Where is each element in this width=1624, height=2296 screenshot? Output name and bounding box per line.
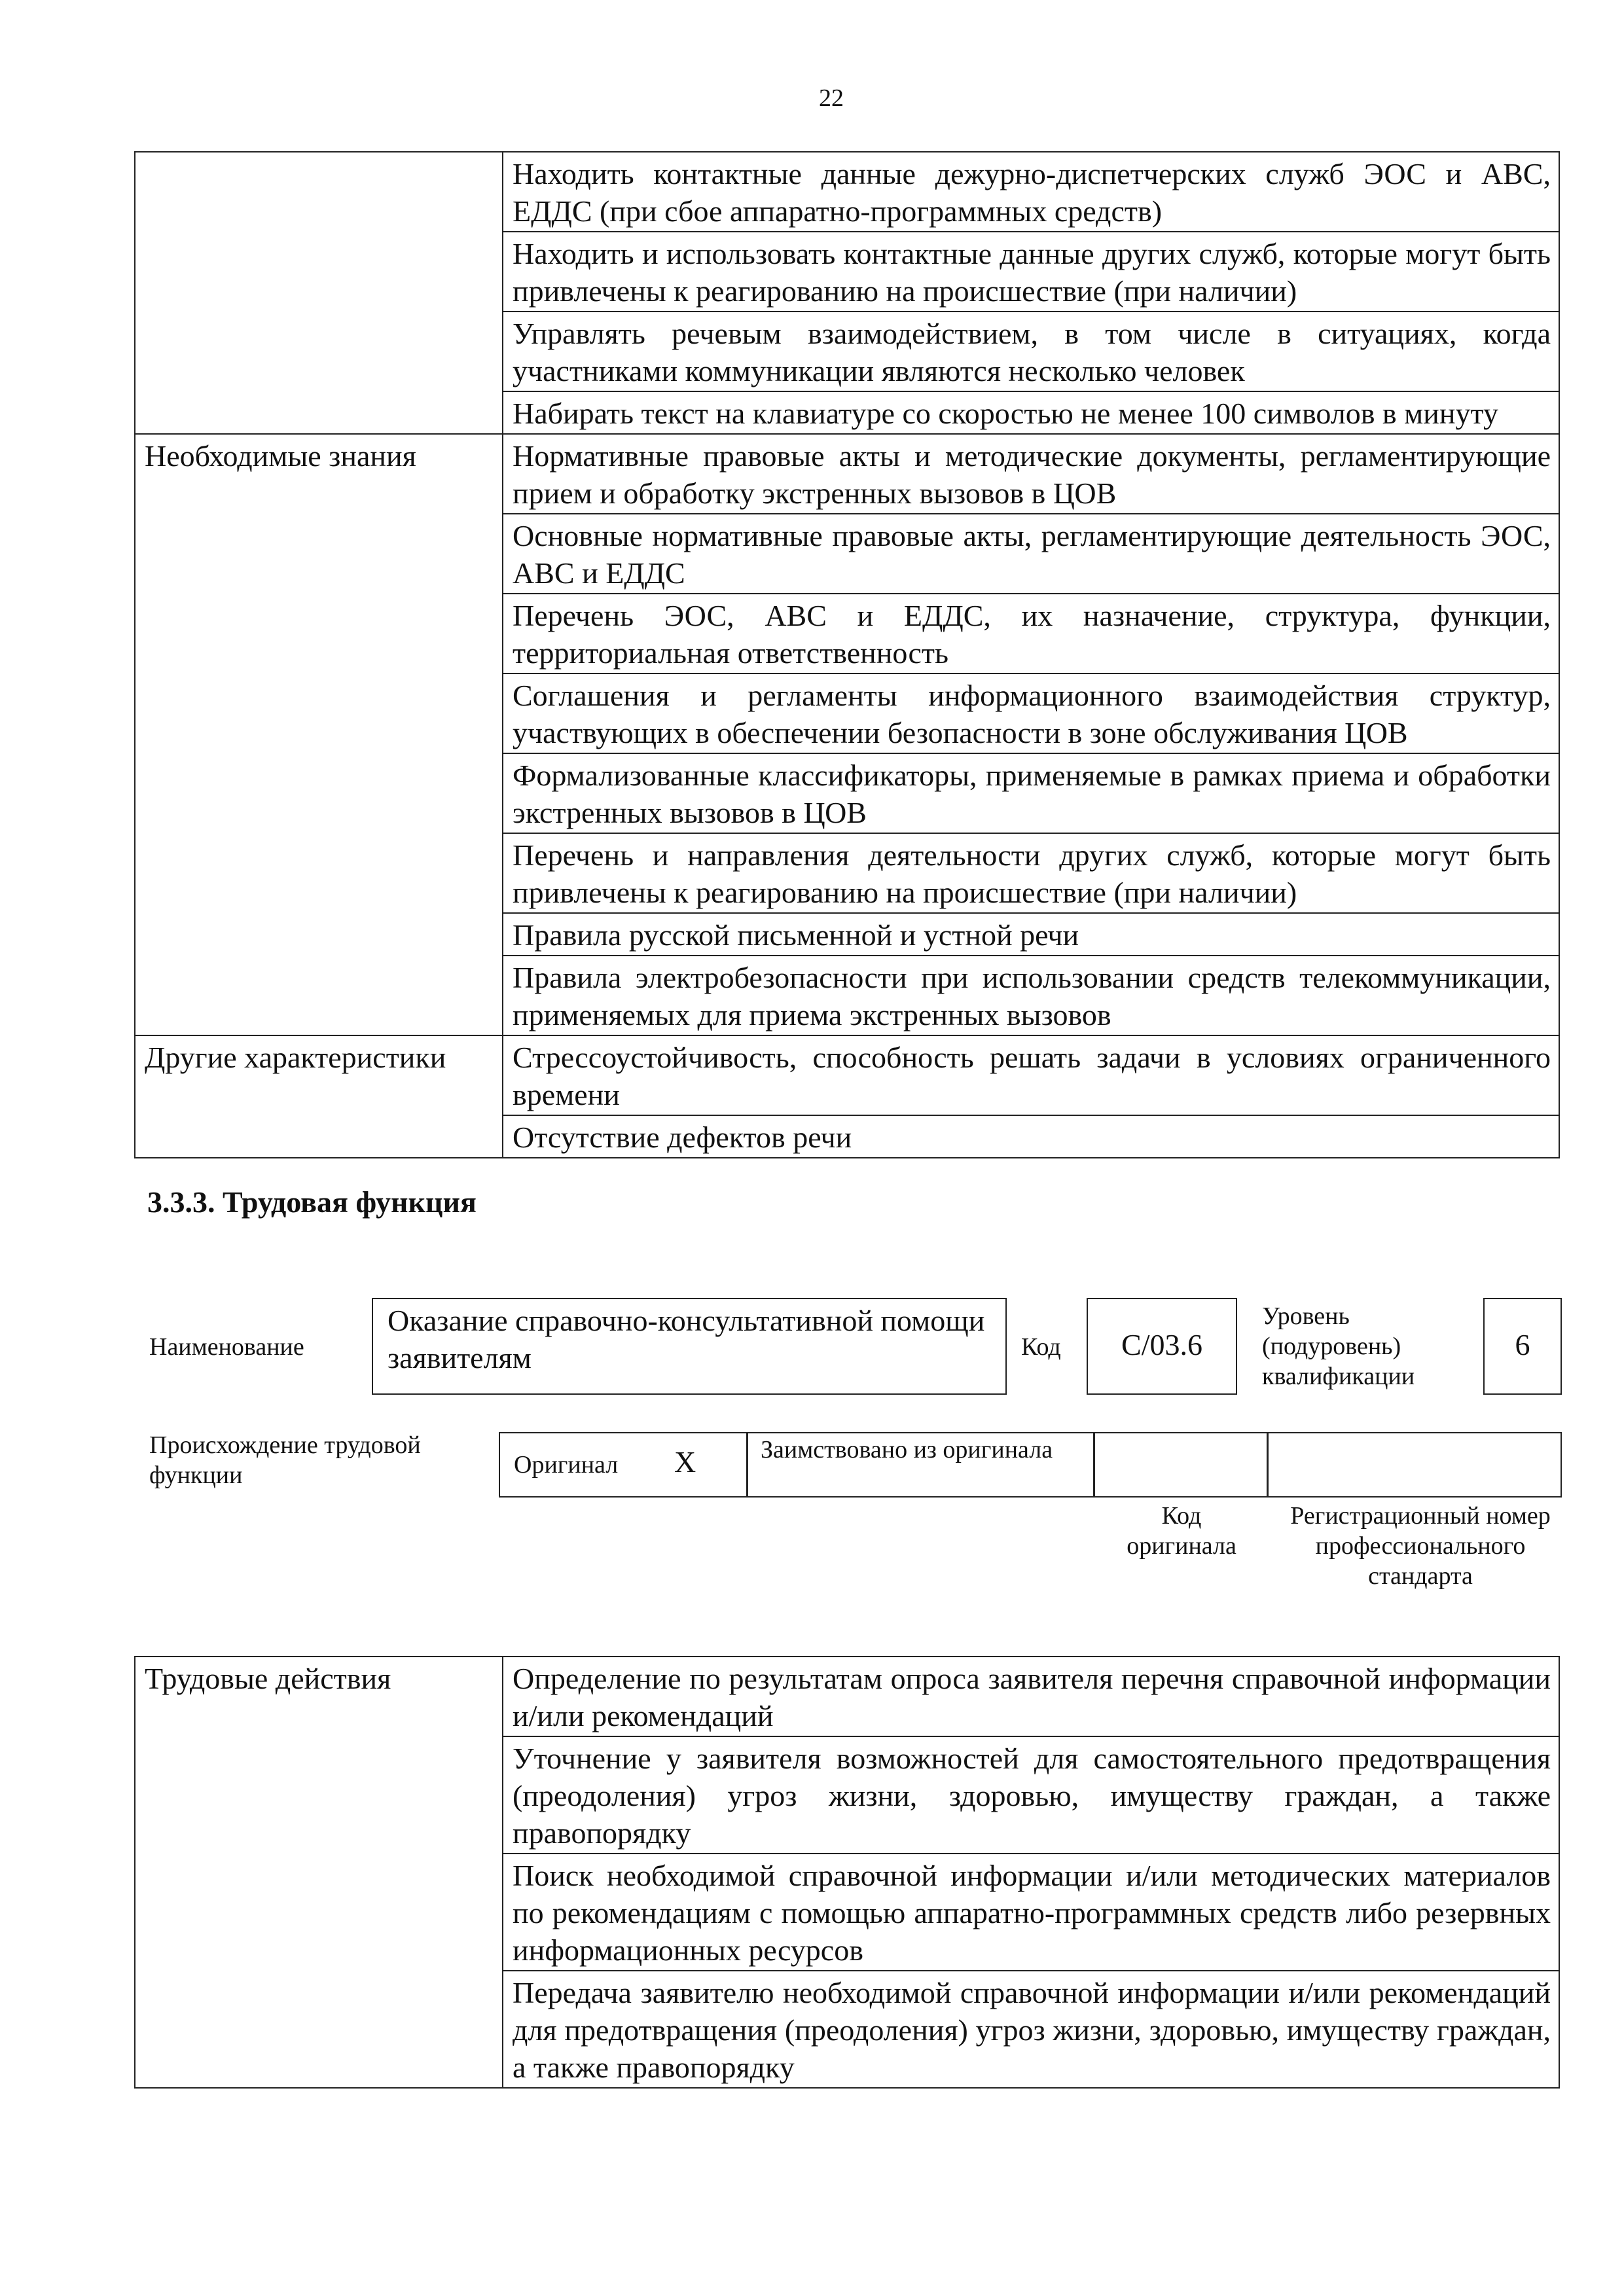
table-cell: Нормативные правовые акты и методические документы, регламентирующие прием и обработку экстренных вызовов в ЦОВ xyxy=(503,434,1559,514)
table-cell: Соглашения и регламенты информационного взаимодействия структур, участвующих в обеспечении безопасности в зоне обслуживания ЦОВ xyxy=(503,673,1559,753)
page-number: 22 xyxy=(819,84,844,112)
table-cell: Находить и использовать контактные данные других служб, которые могут быть привлечены к реагированию на происшествие (при наличии) xyxy=(503,232,1559,312)
table-cell: Поиск необходимой справочной информации и/или методических материалов по рекомендациям с помощью аппаратно-программных средств либо резервных информационных ресурсов xyxy=(503,1854,1559,1971)
reg-number-label: Регистрационный номер профессионального стандарта xyxy=(1290,1502,1551,1590)
level-label: Уровень (подуровень) квалификации xyxy=(1262,1302,1415,1390)
borrowed-label: Заимствовано из оригинала xyxy=(761,1436,1053,1463)
table-cell: Основные нормативные правовые акты, регламентирующие деятельность ЭОС, АВС и ЕДДС xyxy=(503,514,1559,594)
divider xyxy=(1093,1432,1095,1498)
skills-table xyxy=(134,151,1560,1158)
origin-label: Происхождение трудовой функции xyxy=(149,1431,421,1489)
actions-table xyxy=(134,1656,1560,2089)
table-cell: Управлять речевым взаимодействием, в том числе в ситуациях, когда участниками коммуникации являются несколько человек xyxy=(503,312,1559,391)
row-label-knowledge: Необходимые знания xyxy=(135,434,503,1035)
row-label-actions: Трудовые действия xyxy=(135,1657,503,2088)
table-cell: Отсутствие дефектов речи xyxy=(503,1115,1559,1158)
name-label: Наименование xyxy=(149,1333,304,1361)
divider xyxy=(1267,1432,1269,1498)
table-cell: Уточнение у заявителя возможностей для самостоятельного предотвращения (преодоления) угроз жизни, здоровью, имуществу граждан, а также правопорядку xyxy=(503,1736,1559,1854)
original-label: Оригинал xyxy=(514,1451,619,1479)
table-cell: Правила русской письменной и устной речи xyxy=(503,913,1559,956)
row-label-other: Другие характеристики xyxy=(135,1035,503,1158)
table-cell: Правила электробезопасности при использовании средств телекоммуникации, применяемых для приема экстренных вызовов xyxy=(503,956,1559,1035)
table-cell: Определение по результатам опроса заявителя перечня справочной информации и/или рекомендаций xyxy=(503,1657,1559,1736)
table-cell: Набирать текст на клавиатуре со скоростью не менее 100 символов в минуту xyxy=(503,391,1559,434)
code-label: Код xyxy=(1021,1333,1061,1361)
table-row xyxy=(135,1035,1559,1115)
level-value: 6 xyxy=(1483,1298,1562,1395)
table-cell: Формализованные классификаторы, применяемые в рамках приема и обработки экстренных вызовов в ЦОВ xyxy=(503,753,1559,833)
table-cell: Перечень и направления деятельности других служб, которые могут быть привлечены к реагированию на происшествие (при наличии) xyxy=(503,833,1559,913)
divider xyxy=(746,1432,748,1498)
section-title: 3.3.3. Трудовая функция xyxy=(147,1185,477,1219)
original-mark: Х xyxy=(674,1445,696,1479)
table-row xyxy=(135,1657,1559,1736)
row-label xyxy=(135,152,503,434)
function-name-value: Оказание справочно-консультативной помощи заявителям xyxy=(372,1298,1007,1395)
table-cell: Стрессоустойчивость, способность решать задачи в условиях ограниченного времени xyxy=(503,1035,1559,1115)
function-code-value: С/03.6 xyxy=(1087,1298,1237,1395)
table-row xyxy=(135,434,1559,514)
table-cell: Находить контактные данные дежурно-диспетчерских служб ЭОС и АВС, ЕДДС (при сбое аппаратно-программных средств) xyxy=(503,152,1559,232)
table-row xyxy=(135,152,1559,232)
table-cell: Передача заявителю необходимой справочной информации и/или рекомендаций для предотвращения (преодоления) угроз жизни, здоровью, имуществу граждан, а также правопорядку xyxy=(503,1971,1559,2088)
table-cell: Перечень ЭОС, АВС и ЕДДС, их назначение, структура, функции, территориальная ответственность xyxy=(503,594,1559,673)
code-original-label: Код оригинала xyxy=(1127,1502,1236,1560)
